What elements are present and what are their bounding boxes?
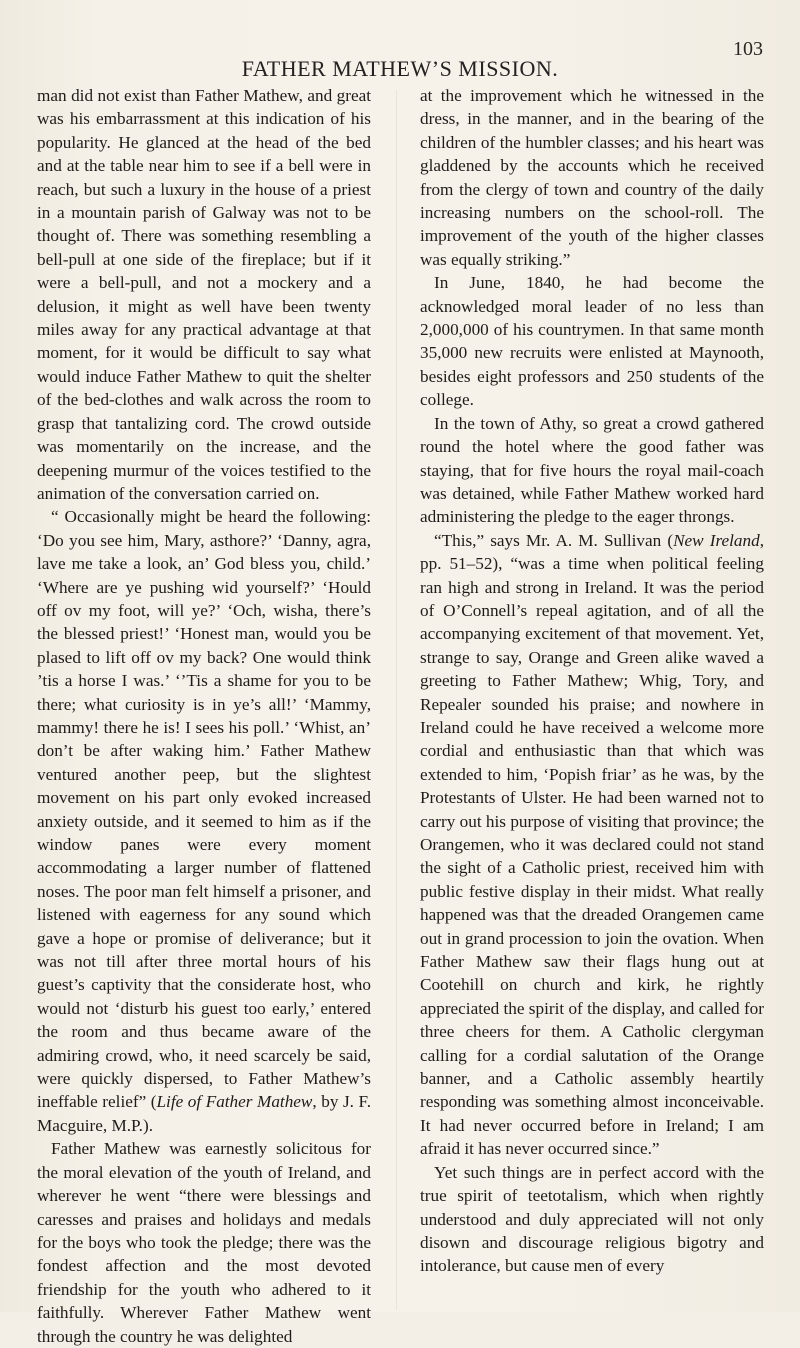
paragraph-text: at the improvement which he witnessed in the dress, in the manner, and in the bearing of the children of the humbler classes; and his heart was gladdened by the accounts which he received from the clergy of town and country of the daily increasing numbers on the school-roll. The improvement of the youth of the higher classes was equally striking.” <box>420 86 764 269</box>
paragraph <box>420 1161 764 1278</box>
running-head <box>0 38 800 81</box>
paragraph <box>420 412 764 529</box>
paragraph-text: man did not exist than Father Mathew, and great was his embarrassment at this indication of his popularity. He glanced at the head of the bed and at the table near him to see if a bell were in reach, but such a luxury in the house of a priest in a mountain parish of Galway was not to be thought of. There was something resembling a bell-pull at one side of the fireplace; but if it were a bell-pull, and not a mockery and a delusion, it might as well have been twenty miles away for any practical advantage at that moment, for it would be difficult to say what would induce Father Mathew to quit the shelter of the bed-clothes and walk across the room to grasp that tantalizing cord. The crowd outside was momentarily on the increase, and the deepening murmur of the voices testified to the animation of the conversation carried on. <box>37 86 371 503</box>
citation-title: New Ireland <box>673 530 760 550</box>
paragraph <box>37 505 371 1137</box>
paragraph-text: , by J. F. Macguire, M.P.). <box>37 1092 372 1135</box>
right-column <box>420 84 764 1278</box>
left-column <box>37 84 371 1348</box>
citation-title: Life of Father Mathew <box>156 1092 313 1112</box>
paragraph-text: “This,” says Mr. A. M. Sullivan ( <box>434 530 674 550</box>
paragraph-text: Yet such things are in perfect accord with the true spirit of teetotalism, which when rightly understood and duly appreciated will not only disown and discourage religious bigotry and intolerance, but cause men of every <box>420 1162 764 1276</box>
paragraph <box>420 529 764 1161</box>
paragraph <box>420 84 764 271</box>
paragraph <box>420 271 764 411</box>
running-title: FATHER MATHEW’S MISSION. <box>241 56 559 81</box>
paragraph <box>37 84 371 505</box>
paragraph-text: Father Mathew was earnestly solicitous for the moral elevation of the youth of Ireland, and wherever he went “there were blessings and caresses and praises and holidays and medals for the boys who took the pledge; there was the fondest affection and the most devoted friendship for the youth who adhered to it faithfully. Wherever Father Mathew went through the country he was delighted <box>37 1139 371 1346</box>
paragraph-text: In the town of Athy, so great a crowd gathered round the hotel where the good father was staying, that for five hours the royal mail-coach was detained, while Father Mathew worked hard administering the pledge to the eager throngs. <box>420 413 764 527</box>
page-number: 103 <box>733 38 763 60</box>
paragraph-text: “ Occasionally might be heard the following: ‘Do you see him, Mary, asthore?’ ‘Danny, agra, lave me take a look, an’ God bless you, child.’ ‘Where are ye pushing wid yourself?’ ‘Hould off ov my foot, will ye?’ ‘Och, wisha, there’s the blessed priest!’ ‘Honest man, would you be plased to lift off ov my back? One would think ’tis a horse I was.’ ‘’Tis a shame for you to be there; what curiosity is in ye’s all!’ ‘Mammy, mammy! there he is! I sees his poll.’ ‘Whist, an’ don’t be after waking him.’ Father Mathew ventured another peep, but the slightest movement on his part only evoked increased anxiety outside, and it seemed to him as if the window panes were every moment accommodating a larger number of flattened noses. The poor man felt himself a prisoner, and listened with eagerness for any sound which gave a hope or promise of deliverance; but it was not till after three mortal hours of his guest’s captivity that the considerate host, who would not ‘disturb his guest too early,’ entered the room and thus became aware of the admiring crowd, who, it need scarcely be said, were quickly dispersed, to Father Mathew’s ineffable relief” ( <box>37 507 371 1112</box>
paragraph <box>37 1137 371 1348</box>
paragraph-text: , pp. 51–52), “was a time when political feeling ran high and strong in Ireland. It was the period of O’Connell’s repeal agitation, and of all the accompanying excitement of that movement. Yet, strange to say, Orange and Green alike waved a greeting to Father Mathew; Whig, Tory, and Repealer sounded his praise; and nowhere in Ireland could he have received a welcome more cordial and enthusiastic than that which was extended to him, ‘Popish friar’ as he was, by the Protestants of Ulster. He had been warned not to carry out his purpose of visiting that province; the Orangemen, who it was declared could not stand the sight of a Catholic priest, received him with public festive display in their midst. What really happened was that the dreaded Orangemen came out in grand procession to join the ovation. When Father Mathew saw their flags hung out at Cootehill on church and kirk, he rightly appreciated the spirit of the display, and called for three cheers for them. A Catholic clergyman calling for a cordial salutation of the Orange banner, and a Catholic assembly heartily responding was something almost inconceivable. It had never occurred before in Ireland; I am afraid it has never occurred since.” <box>420 530 764 1159</box>
column-gutter <box>396 90 397 1310</box>
paragraph-text: In June, 1840, he had become the acknowledged moral leader of no less than 2,000,000 of his countrymen. In that same month 35,000 new recruits were enlisted at Maynooth, besides eight professors and 250 students of the college. <box>420 273 764 410</box>
